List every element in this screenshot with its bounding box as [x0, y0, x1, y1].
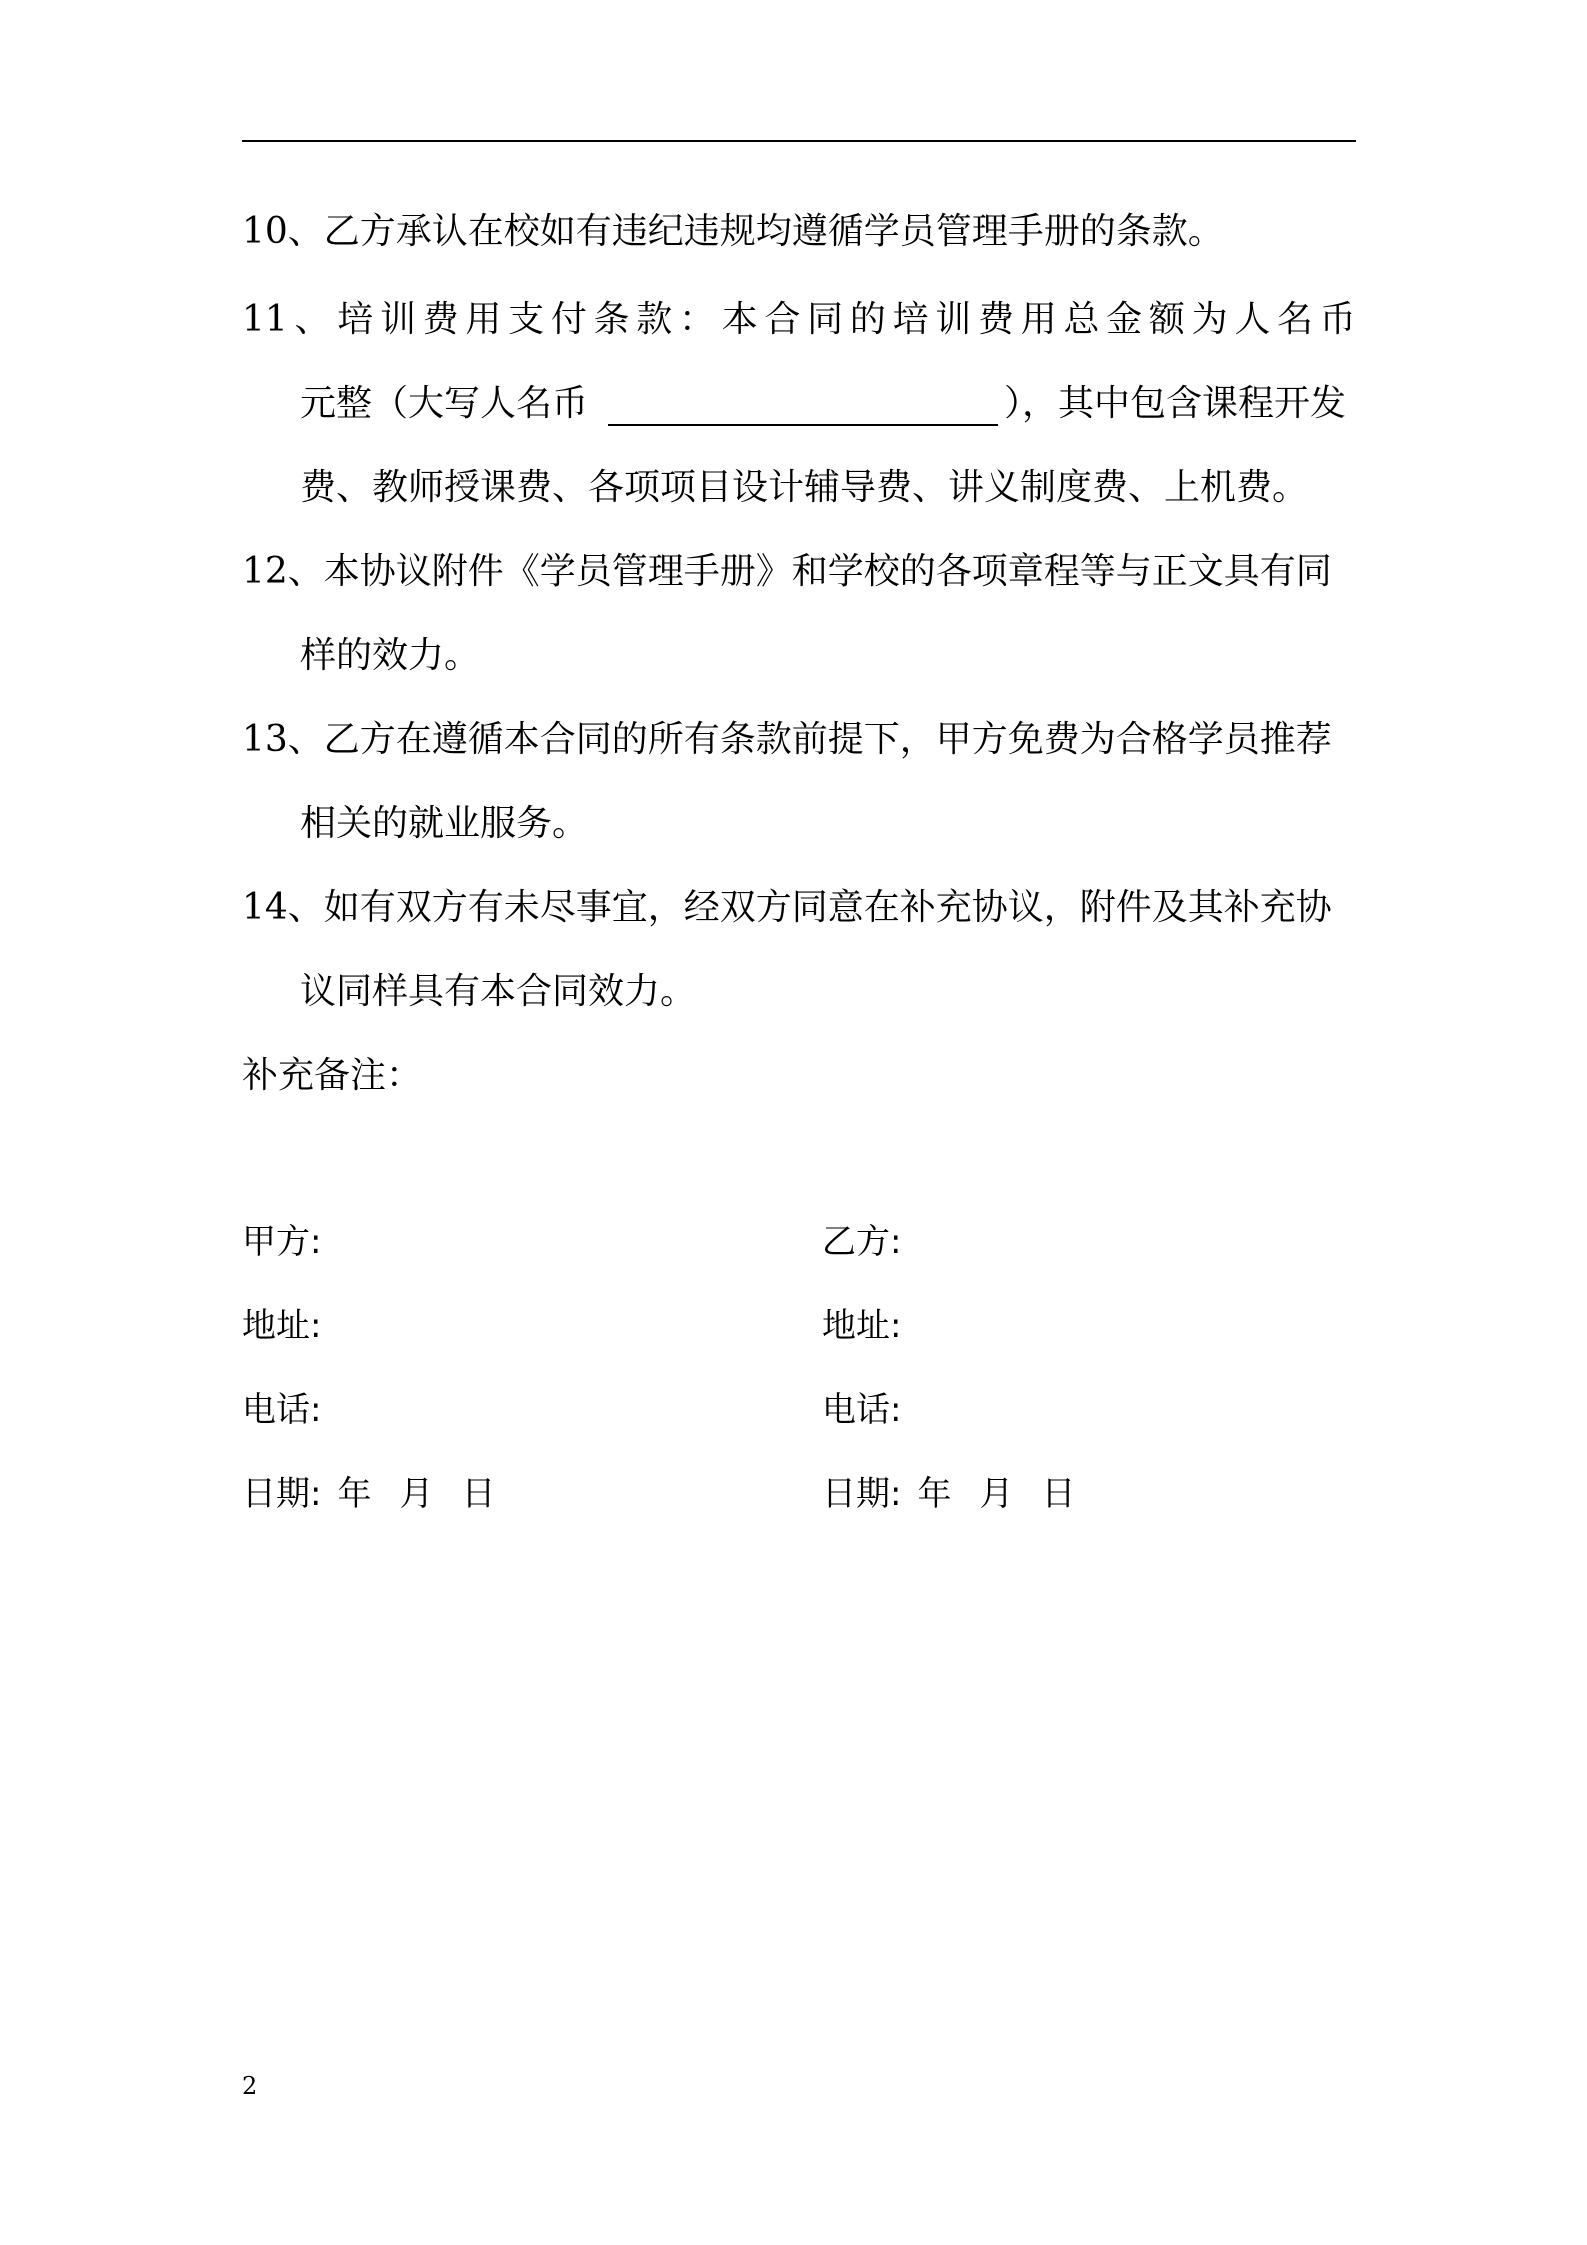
clause-11-line-1-char: 付 [550, 299, 587, 340]
party-b-phone-label: 电话: [822, 1390, 902, 1430]
clause-11-line-1-char: 金 [1106, 299, 1143, 340]
page-number: 2 [242, 2072, 258, 2100]
clause-11-line-1-char: 额 [1148, 299, 1185, 340]
clause-11-line-1-char: 训 [935, 299, 972, 340]
clause-12-line-2: 样的效力。 [300, 635, 481, 676]
clause-13-line-1: 13、乙方在遵循本合同的所有条款前提下，甲方免费为合格学员推荐 [242, 719, 1332, 760]
clause-11-line-1 [242, 298, 1356, 342]
clause-11-line-1-char: 用 [465, 299, 502, 340]
party-b-address-label: 地址: [822, 1306, 902, 1346]
clause-11-line-1-char: 的 [849, 299, 886, 340]
clause-11-line-1-char: 名 [1277, 299, 1314, 340]
party-b-month-label: 月 [979, 1474, 1014, 1514]
clause-12-line-1: 12、本协议附件《学员管理手册》和学校的各项章程等与正文具有同 [242, 551, 1332, 592]
header-rule [242, 140, 1356, 142]
party-b-date-label: 日期: [822, 1474, 902, 1514]
party-a-address-label: 地址: [242, 1306, 322, 1346]
party-a-year-label: 年 [337, 1474, 372, 1514]
clause-11-line-1-char: 用 [1020, 299, 1057, 340]
party-a-month-label: 月 [399, 1474, 434, 1514]
clause-11-line-1-char: 费 [978, 299, 1015, 340]
remarks-label: 补充备注： [242, 1055, 423, 1096]
clause-13-line-2: 相关的就业服务。 [300, 803, 589, 844]
party-a-phone-label: 电话: [242, 1390, 322, 1430]
clause-11-line-1-char: 支 [508, 299, 545, 340]
clause-11-line-1-char: ： [678, 299, 715, 340]
clause-11-line-1-char: 培 [337, 299, 374, 340]
clause-11-line-3: 费、教师授课费、各项项目设计辅导费、讲义制度费、上机费。 [300, 467, 1309, 508]
clause-11-line-1-char: 培 [892, 299, 929, 340]
party-b-year-label: 年 [917, 1474, 952, 1514]
clause-11-line-1-char: 训 [379, 299, 416, 340]
clause-11-line-2 [300, 382, 1346, 426]
party-b-date-row [822, 1474, 1075, 1514]
clause-14-line-1: 14、如有双方有未尽事宜，经双方同意在补充协议，附件及其补充协 [242, 887, 1332, 928]
clause-11-line-1-char: 同 [807, 299, 844, 340]
clause-11-line-1-char: 、 [294, 299, 331, 340]
party-b-label: 乙方: [822, 1222, 902, 1262]
clause-11-line-1-char: 本 [721, 299, 758, 340]
amount-blank-field[interactable] [608, 386, 998, 426]
clause-11-line-1-char: 总 [1063, 299, 1100, 340]
clause-11-line-2-after: ），其中包含课程开发 [1004, 383, 1347, 424]
party-a-label: 甲方: [242, 1222, 322, 1262]
party-a-date-row [242, 1474, 495, 1514]
party-a-day-label: 日 [461, 1474, 496, 1514]
clause-11-line-1-char: 条 [593, 299, 630, 340]
clause-14-line-2: 议同样具有本合同效力。 [300, 971, 697, 1012]
clause-11-line-1-char: 11 [242, 299, 288, 340]
party-a-date-label: 日期: [242, 1474, 322, 1514]
clause-11-line-1-char: 款 [636, 299, 673, 340]
clause-11-line-1-char: 币 [1319, 299, 1356, 340]
clause-11-line-1-char: 人 [1234, 299, 1271, 340]
clause-11-line-1-char: 费 [422, 299, 459, 340]
party-b-day-label: 日 [1041, 1474, 1076, 1514]
clause-11-line-1-char: 合 [764, 299, 801, 340]
clause-11-line-2-before: 元整（大写人名币 [300, 383, 589, 424]
clause-10-line-1: 10、乙方承认在校如有违纪违规均遵循学员管理手册的条款。 [242, 211, 1224, 252]
clause-11-line-1-char: 为 [1191, 299, 1228, 340]
